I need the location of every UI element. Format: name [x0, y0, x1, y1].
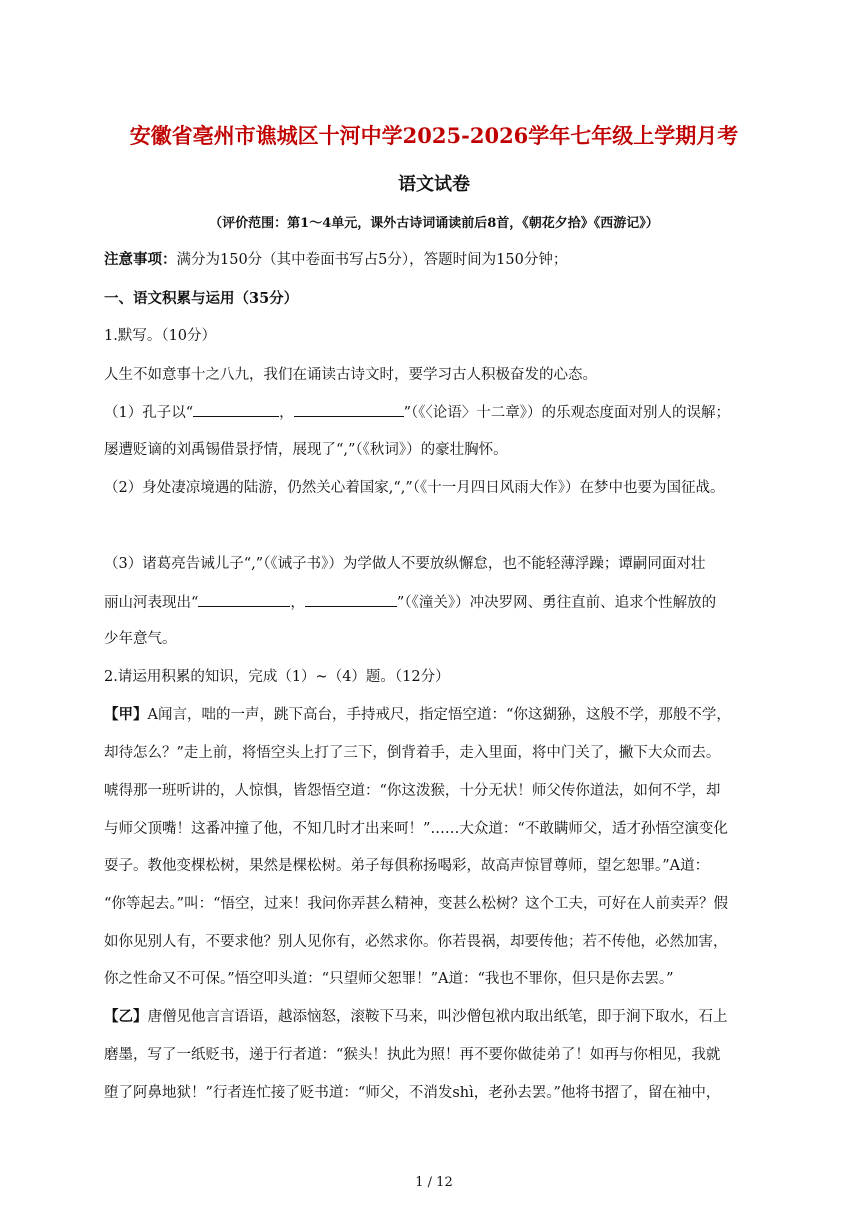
answer-blank[interactable] [294, 402, 404, 417]
evaluation-scope: （评价范围：第1～4单元，课外古诗词诵读前后8首，《朝花夕拾》《西游记》） [209, 216, 659, 231]
text-fragment: ”（《潼关》）冲决罗网、勇往直前、追求个性解放的 [396, 595, 717, 611]
answer-blank[interactable] [305, 592, 397, 607]
question-1-part-1 [104, 402, 730, 423]
passage-jia-line [104, 705, 731, 725]
passage-yi-line: 磨墨，写了一纸贬书，递于行者道：“猴头！执此为照！再不要你做徒弟了！如再与你相见，我就 [104, 1047, 721, 1063]
page-subtitle: 语文试卷 [398, 174, 470, 195]
passage-jia-line: 耍子。教他变棵松树，果然是棵松树。弟子每俱称扬喝彩，故高声惊冒尊师，望乞恕罪。”A道： [104, 858, 710, 874]
passage-jia-line: “你等起去。”叫：“悟空，过来！我问你弄甚么精神，变甚么松树？这个工夫，可好在人前卖弄？假 [104, 896, 728, 912]
page-number: 1 / 12 [415, 1175, 453, 1190]
passage-text: A闻言，咄的一声，跳下高台，手持戒尺，指定悟空道：“你这猢狲，这般不学，那般不学， [147, 707, 731, 723]
text-fragment: （1）孔子以“ [104, 405, 194, 421]
text-fragment: ， [290, 595, 305, 611]
notice-label: 注意事项： [104, 251, 177, 268]
passage-yi-line [104, 1007, 728, 1027]
passage-jia-line: 你之性命又不可保。”悟空叩头道：“只望师父恕罪！”A道：“我也不罪你，但只是你去罢。” [104, 971, 674, 987]
question-1-part-3: （3）诸葛亮告诫儿子“,”（《诫子书》）为学做人不要放纵懈怠，也不能轻薄浮躁；谭嗣同面对壮 [104, 556, 706, 572]
question-1-stem: 1.默写。（10分） [104, 328, 217, 344]
text-fragment: 丽山河表现出“ [104, 595, 199, 611]
question-1-part-2: （2）身处凄凉境遇的陆游，仍然关心着国家,“,”（《十一月四日风雨大作》）在梦中也要为国征战。 [104, 480, 725, 496]
answer-blank[interactable] [198, 592, 290, 607]
passage-jia-line: 却待怎么？”走上前，将悟空头上打了三下，倒背着手，走入里面，将中门关了，撇下大众而去。 [104, 745, 721, 761]
notice-line [104, 250, 567, 270]
text-fragment: ， [279, 405, 294, 421]
question-1-intro: 人生不如意事十之八九，我们在诵读古诗文时，要学习古人积极奋发的心态。 [104, 367, 597, 383]
passage-yi-line: 堕了阿鼻地狱！”行者连忙接了贬书道：“师父，不消发shì，老孙去罢。”他将书摺了，留在袖中， [104, 1085, 721, 1101]
passage-yi-label: 【乙】 [104, 1008, 148, 1025]
page-title: 安徽省亳州市谯城区十河中学2025-2026学年七年级上学期月考 [129, 123, 739, 148]
question-2-stem: 2.请运用积累的知识，完成（1）~（4）题。（12分） [104, 669, 450, 685]
passage-jia-line: 与师父顶嘴！这番冲撞了他，不知几时才出来呵！”……大众道：“不敢瞒师父，适才孙悟空演变化 [104, 821, 728, 837]
notice-text: 满分为150分（其中卷面书写占5分），答题时间为150分钟； [176, 252, 568, 268]
answer-blank[interactable] [193, 402, 279, 417]
passage-text: 唐僧见他言言语语，越添恼怒，滚鞍下马来，叫沙僧包袱内取出纸笔，即于涧下取水，石上 [147, 1009, 728, 1025]
passage-jia-line: 如你见别人有，不要求他？别人见你有，必然求你。你若畏祸，却要传他；若不传他，必然加害， [104, 934, 728, 950]
passage-jia-label: 【甲】 [104, 706, 148, 723]
section-heading: 一、语文积累与运用（35分） [104, 290, 299, 307]
question-1-part-1-cont: 屡遭贬谪的刘禹锡借景抒情，展现了“,”（《秋词》）的豪壮胸怀。 [104, 442, 508, 458]
passage-jia-line: 唬得那一班听讲的，人惊惧，皆怨悟空道：“你这泼猴，十分无状！师父传你道法，如何不学，却 [104, 783, 721, 799]
question-1-part-3-end: 少年意气。 [104, 631, 177, 647]
question-1-part-3-cont [104, 592, 716, 613]
text-fragment: ”（《〈论语〉十二章》）的乐观态度面对别人的误解； [403, 405, 731, 421]
